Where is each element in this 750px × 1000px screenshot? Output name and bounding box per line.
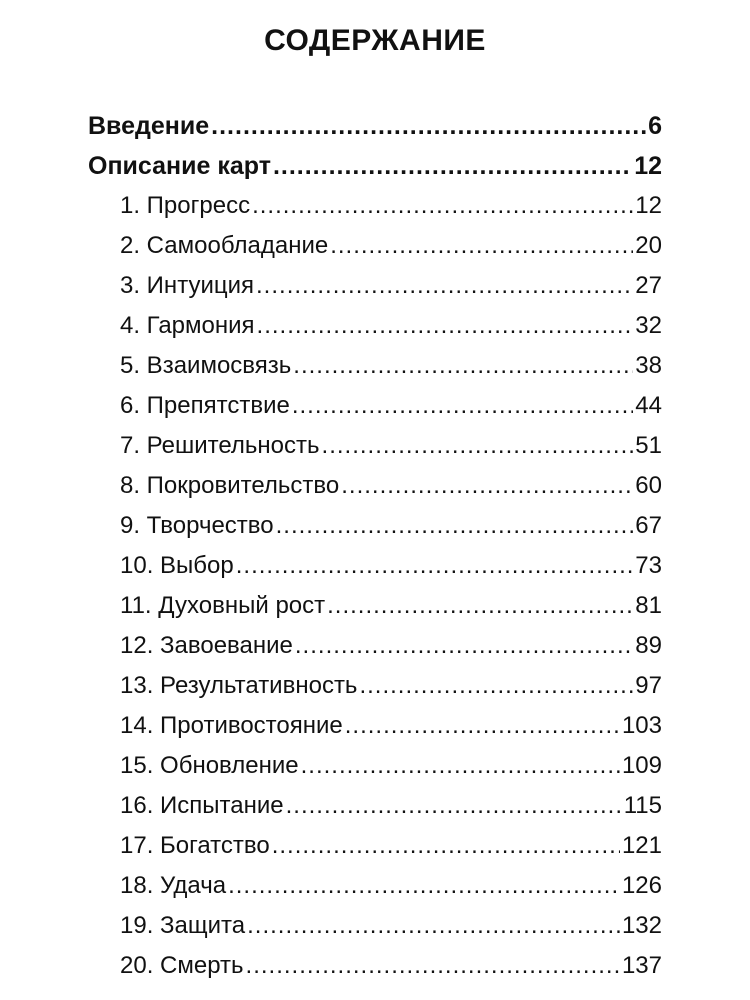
toc-entry-card-9[interactable] <box>120 506 662 546</box>
toc-entry-label: 5. Взаимосвязь <box>120 352 292 379</box>
toc-page-number: 121 <box>621 832 662 859</box>
dot-leader <box>327 586 633 626</box>
toc-entry-card-20[interactable] <box>120 946 662 986</box>
toc-entry-card-10[interactable] <box>120 546 662 586</box>
toc-entry-card-12[interactable] <box>120 626 662 666</box>
toc-entry-label: 16. Испытание <box>120 792 284 819</box>
toc-page-number: 51 <box>635 432 662 459</box>
dot-leader <box>293 346 633 386</box>
toc-page-number: 126 <box>621 872 662 899</box>
toc-page-number: 27 <box>635 272 662 299</box>
dot-leader <box>359 666 633 706</box>
toc-page-number: 115 <box>623 792 662 819</box>
dot-leader <box>286 786 622 826</box>
toc-entry-label: 20. Смерть <box>120 952 244 979</box>
toc-entry-label: 14. Противостояние <box>120 712 343 739</box>
toc-entry-card-2[interactable] <box>120 226 662 266</box>
toc-entry-card-8[interactable] <box>120 466 662 506</box>
toc-page-number: 73 <box>635 552 662 579</box>
toc-entry-card-17[interactable] <box>120 826 662 866</box>
toc-page-number: 109 <box>621 752 662 779</box>
toc-page-number: 20 <box>635 232 662 259</box>
dot-leader <box>236 546 634 586</box>
toc-page-number: 132 <box>621 912 662 939</box>
dot-leader <box>257 306 634 346</box>
toc-entry-label: 11. Духовный рост <box>120 592 326 619</box>
toc-page-number: 32 <box>635 312 662 339</box>
toc-entry-label: 8. Покровительство <box>120 472 340 499</box>
toc-entry-card-18[interactable] <box>120 866 662 906</box>
dot-leader <box>256 266 633 306</box>
toc-entry-label: 7. Решительность <box>120 432 320 459</box>
toc-entry-card-3[interactable] <box>120 266 662 306</box>
table-of-contents <box>0 106 750 986</box>
toc-entry-card-5[interactable] <box>120 346 662 386</box>
toc-entry-label: 19. Защита <box>120 912 246 939</box>
toc-page-number: 67 <box>635 512 662 539</box>
dot-leader <box>292 386 633 426</box>
toc-entry-label: Введение <box>88 112 210 140</box>
toc-page-number: 103 <box>621 712 662 739</box>
dot-leader <box>211 106 646 146</box>
dot-leader <box>273 146 632 186</box>
dot-leader <box>276 506 634 546</box>
toc-entry-label: 4. Гармония <box>120 312 255 339</box>
toc-entry-label: 15. Обновление <box>120 752 299 779</box>
toc-entry-label: 6. Препятствие <box>120 392 290 419</box>
toc-entry-label: 3. Интуиция <box>120 272 255 299</box>
toc-page-number: 97 <box>635 672 662 699</box>
toc-entry-label: 2. Самообладание <box>120 232 329 259</box>
toc-page-number: 38 <box>635 352 662 379</box>
toc-entry-label: 10. Выбор <box>120 552 234 579</box>
toc-entry-card-6[interactable] <box>120 386 662 426</box>
toc-entry-label: 1. Прогресс <box>120 192 251 219</box>
toc-entry-introduction[interactable] <box>88 106 662 146</box>
dot-leader <box>341 466 633 506</box>
toc-entry-card-16[interactable] <box>120 786 662 826</box>
toc-page-number: 89 <box>635 632 662 659</box>
toc-entry-label: 13. Результативность <box>120 672 358 699</box>
toc-entry-label: 18. Удача <box>120 872 227 899</box>
toc-entry-label: 9. Творчество <box>120 512 274 539</box>
dot-leader <box>228 866 620 906</box>
dot-leader <box>295 626 633 666</box>
toc-entry-card-14[interactable] <box>120 706 662 746</box>
toc-page-number: 137 <box>621 952 662 979</box>
toc-entry-card-descriptions[interactable] <box>88 146 662 186</box>
toc-entry-label: 12. Завоевание <box>120 632 293 659</box>
toc-page-number: 6 <box>648 112 662 140</box>
toc-page-number: 12 <box>634 152 662 180</box>
toc-entry-card-7[interactable] <box>120 426 662 466</box>
toc-page-number: 60 <box>635 472 662 499</box>
dot-leader <box>322 426 634 466</box>
dot-leader <box>272 826 620 866</box>
dot-leader <box>345 706 620 746</box>
toc-entry-card-1[interactable] <box>120 186 662 226</box>
toc-entry-card-4[interactable] <box>120 306 662 346</box>
page-title: СОДЕРЖАНИЕ <box>264 24 486 57</box>
toc-entry-label: Описание карт <box>88 152 271 180</box>
toc-entry-card-11[interactable] <box>120 586 662 626</box>
toc-entry-card-15[interactable] <box>120 746 662 786</box>
dot-leader <box>246 946 620 986</box>
toc-page-number: 81 <box>635 592 662 619</box>
toc-entry-card-19[interactable] <box>120 906 662 946</box>
toc-entry-label: 17. Богатство <box>120 832 270 859</box>
dot-leader <box>252 186 633 226</box>
dot-leader <box>247 906 620 946</box>
dot-leader <box>301 746 620 786</box>
toc-page-number: 44 <box>635 392 662 419</box>
toc-page-number: 12 <box>635 192 662 219</box>
toc-entry-card-13[interactable] <box>120 666 662 706</box>
dot-leader <box>330 226 633 266</box>
